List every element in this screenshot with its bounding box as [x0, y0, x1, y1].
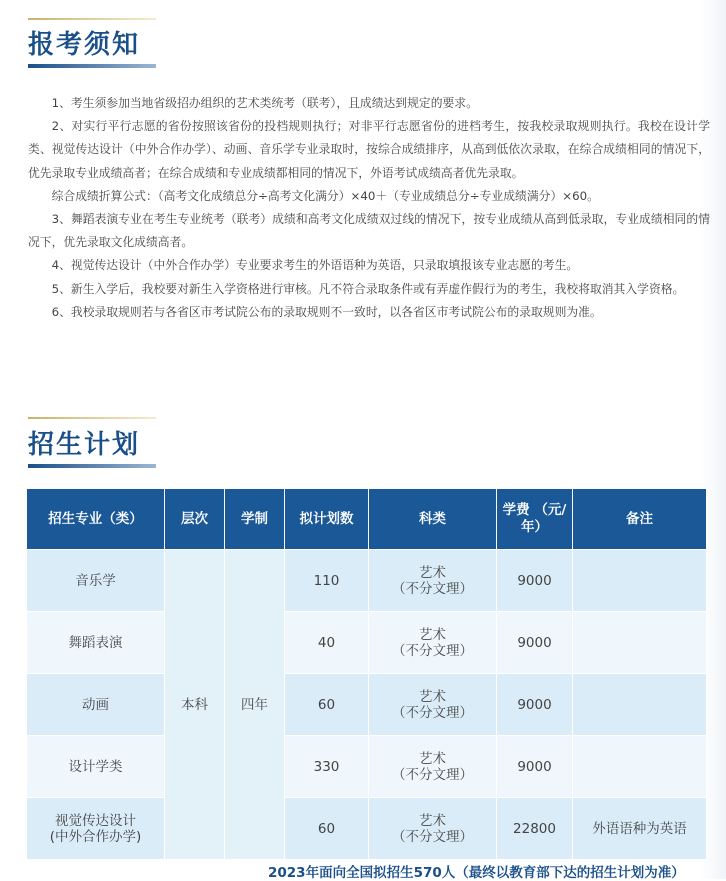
- cell-remark: [573, 550, 707, 612]
- notice-paragraph-6: 6、我校录取规则若与各省区市考试院公布的录取规则不一致时，以各省区市考试院公布的录取规则为准。: [51, 304, 602, 319]
- plan-title-rule: [28, 417, 156, 419]
- cell-category: [369, 798, 497, 860]
- table-row: [27, 674, 707, 736]
- cell-fee: 9000: [497, 612, 573, 674]
- cell-category-line1: 艺术: [419, 626, 446, 643]
- enrollment-plan-table: [26, 488, 707, 860]
- notice-paragraph-3: 3、舞蹈表演专业在考生专业统考（联考）成绩和高考文化成绩双过线的情况下，按专业成绩从高到低录取，专业成绩相同的情况下，优先录取文化成绩高者。: [28, 212, 710, 250]
- notice-paragraph-formula: 综合成绩折算公式：（高考文化成绩总分÷高考文化满分）×40＋（专业成绩总分÷专业成绩满分）×60。: [51, 188, 599, 203]
- cell-remark: [573, 612, 707, 674]
- cell-category-line2: （不分文理）: [392, 828, 473, 845]
- table-row: [27, 798, 707, 860]
- cell-category-line2: （不分文理）: [392, 704, 473, 721]
- notice-title: 报考须知: [28, 30, 141, 60]
- notice-title-bar: [28, 64, 156, 68]
- header-level: 层次: [165, 489, 225, 550]
- notice-paragraph-4: 4、视觉传达设计（中外合作办学）专业要求考生的外语语种为英语，只录取填报该专业志愿的考生。: [51, 258, 579, 273]
- cell-major: 音乐学: [27, 550, 165, 612]
- cell-duration: 四年: [225, 550, 285, 860]
- cell-level: 本科: [165, 550, 225, 860]
- header-duration: 学制: [225, 489, 285, 550]
- cell-category-line2: （不分文理）: [392, 642, 473, 659]
- cell-category-line1: 艺术: [419, 564, 446, 581]
- plan-title-bar: [28, 464, 156, 468]
- cell-major: [27, 798, 165, 860]
- cell-category: [369, 674, 497, 736]
- table-row: [27, 736, 707, 798]
- cell-major-line2: (中外合作办学): [49, 828, 142, 845]
- cell-category-line2: （不分文理）: [392, 580, 473, 597]
- cell-fee: 9000: [497, 550, 573, 612]
- table-row: [27, 612, 707, 674]
- header-category: 科类: [369, 489, 497, 550]
- cell-category-line1: 艺术: [419, 812, 446, 829]
- header-remark: 备注: [573, 489, 707, 550]
- cell-category: [369, 550, 497, 612]
- cell-major: 动画: [27, 674, 165, 736]
- notice-paragraph-5: 5、新生入学后，我校要对新生入学资格进行审核。凡不符合录取条件或有弄虚作假行为的考生，我校将取消其入学资格。: [51, 281, 685, 296]
- cell-category-line1: 艺术: [419, 750, 446, 767]
- cell-major-line1: 视觉传达设计: [55, 812, 136, 829]
- cell-quota: 40: [285, 612, 369, 674]
- header-fee-line2: （元/年）: [521, 502, 567, 535]
- plan-title: 招生计划: [28, 430, 141, 460]
- header-fee: [497, 489, 573, 550]
- cell-quota: 60: [285, 674, 369, 736]
- cell-category-line2: （不分文理）: [392, 766, 473, 783]
- cell-remark: [573, 736, 707, 798]
- table-header-row: [27, 489, 707, 550]
- cell-remark: [573, 674, 707, 736]
- notice-body: [28, 92, 710, 324]
- cell-category-line1: 艺术: [419, 688, 446, 705]
- cell-category: [369, 612, 497, 674]
- cell-major: 设计学类: [27, 736, 165, 798]
- notice-title-rule: [28, 18, 156, 20]
- cell-major: 舞蹈表演: [27, 612, 165, 674]
- header-major: 招生专业（类）: [27, 489, 165, 550]
- notice-paragraph-1: 1、考生须参加当地省级招办组织的艺术类统考（联考），且成绩达到规定的要求。: [51, 96, 478, 110]
- cell-quota: 60: [285, 798, 369, 860]
- cell-fee: 9000: [497, 736, 573, 798]
- cell-fee: 22800: [497, 798, 573, 860]
- plan-footnote: 2023年面向全国拟招生570人（最终以教育部下达的招生计划为准）: [268, 865, 685, 881]
- header-fee-line1: 学费: [502, 502, 530, 518]
- notice-paragraph-2: 2、对实行平行志愿的省份按照该省份的投档规则执行；对非平行志愿省份的进档考生，按我校录取规则执行。我校在设计学类、视觉传达设计（中外合作办学）、动画、音乐学专业录取时，按综合成绩排序，从高到低依次录取，在综合成绩相同的情况下，优先录取专业成绩高者；在综合成绩和专业成绩都相同的情况下，外语考试成绩高者优先录取。: [28, 119, 710, 180]
- cell-remark: 外语语种为英语: [573, 798, 707, 860]
- header-quota: 拟计划数: [285, 489, 369, 550]
- cell-quota: 330: [285, 736, 369, 798]
- cell-category: [369, 736, 497, 798]
- cell-quota: 110: [285, 550, 369, 612]
- table-row: [27, 550, 707, 612]
- cell-fee: 9000: [497, 674, 573, 736]
